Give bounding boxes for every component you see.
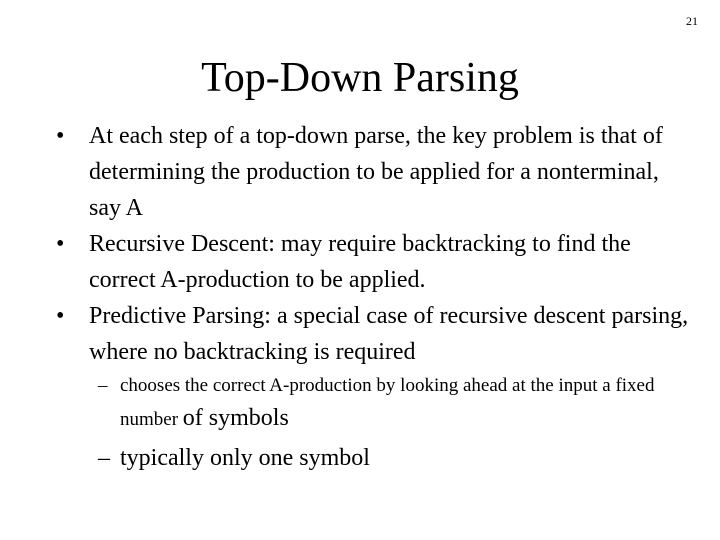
page-number: 21 (686, 14, 698, 28)
bullet-icon: • (56, 123, 65, 149)
sub-bullet-item (98, 440, 678, 476)
bullet-item (56, 298, 696, 370)
bullet-icon: • (56, 231, 65, 257)
bullet-list (56, 118, 696, 370)
bullet-text: Predictive Parsing: a special case of recursive descent parsing, where no backtracking is required (89, 303, 689, 365)
bullet-text: Recursive Descent: may require backtracking to find the correct A-production to be applied. (89, 231, 631, 293)
slide-title: Top-Down Parsing (201, 55, 519, 101)
sub-bullet-text-tail: of symbols (182, 405, 289, 431)
bullet-text: At each step of a top-down parse, the key problem is that of determining the production to be applied for a nonterminal, say A (89, 123, 663, 221)
bullet-icon: • (56, 303, 65, 329)
sub-bullet-text: chooses the correct A-production by looking ahead at the input a fixed number (120, 375, 655, 430)
dash-icon: – (98, 445, 110, 471)
sub-bullet-list (98, 370, 678, 476)
sub-bullet-item (98, 370, 678, 436)
bullet-item (56, 118, 696, 226)
sub-bullet-text: typically only one symbol (120, 445, 370, 471)
dash-icon: – (98, 375, 108, 396)
bullet-item (56, 226, 696, 298)
